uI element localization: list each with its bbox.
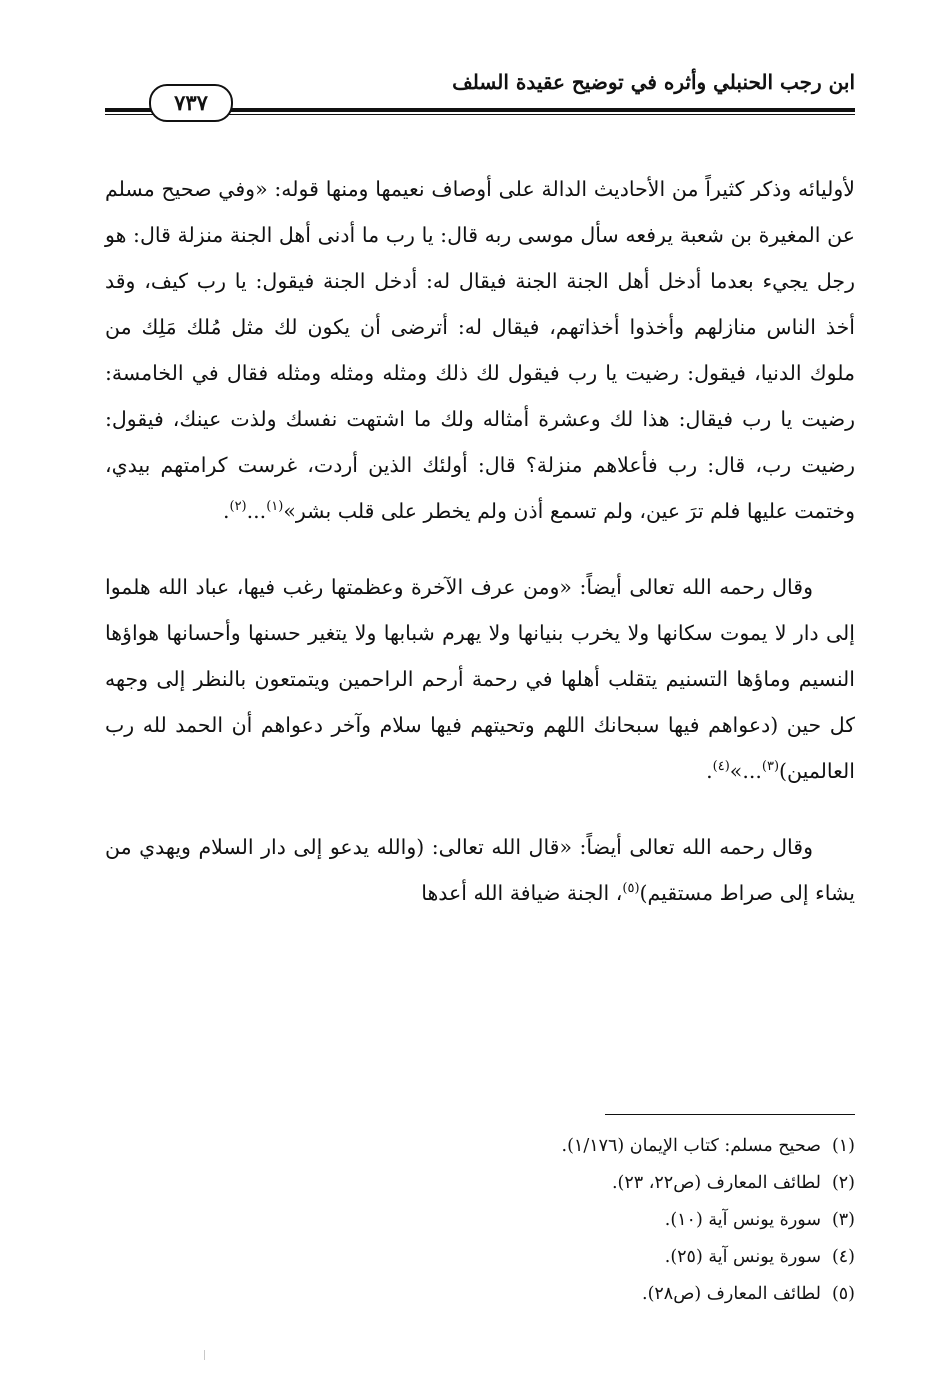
footnote-item	[255, 1128, 855, 1165]
text-run: .	[222, 499, 230, 523]
footnote-ref[interactable]: (١)	[266, 499, 284, 515]
paragraph	[105, 564, 855, 794]
footnote-item	[255, 1239, 855, 1276]
footnote-ref[interactable]: (٤)	[712, 759, 730, 775]
footnote-text: صحيح مسلم: كتاب الإيمان (١/١٧٦).	[561, 1136, 821, 1156]
footnote-number: (٢)	[831, 1173, 855, 1193]
footnote-ref[interactable]: (٣)	[761, 759, 780, 775]
text-run: ...	[246, 499, 267, 523]
page-number: ٧٣٧	[149, 84, 233, 122]
footnote-item	[255, 1202, 855, 1239]
main-text	[105, 166, 855, 946]
footnote-number: (٣)	[831, 1210, 855, 1230]
paragraph	[105, 166, 855, 534]
text-run: وقال رحمه الله تعالى أيضاً: «ومن عرف الآخرة وعظمتها رغب فيها، عباد الله هلموا إلى دار لا يموت سكانها ولا يخرب بنيانها ولا يهرم شبابها ولا يتغير حسنها وأحسانها هواؤها النسيم وماؤها التسنيم يتقلب أهلها في رحمة أرحم الراحمين ويتمتعون بالنظر إلى وجهه كل حين (دعواهم فيها سبحانك اللهم وتحيتهم فيها سلام وآخر دعواهم أن الحمد لله رب العالمين)	[105, 575, 855, 783]
footnote-ref[interactable]: (٥)	[622, 881, 640, 897]
text-run: ...»	[729, 759, 762, 783]
footnote-text: لطائف المعارف (ص٢٨).	[642, 1284, 821, 1304]
paragraph	[105, 824, 855, 916]
running-title: ابن رجب الحنبلي وأثره في توضيح عقيدة السلف	[452, 70, 855, 94]
text-run: وقال رحمه الله تعالى أيضاً: «قال الله تعالى: (والله يدعو إلى دار السلام ويهدي من يشاء إلى صراط مستقيم)	[105, 835, 855, 905]
footnote-item	[255, 1276, 855, 1313]
scan-artifact	[204, 1350, 205, 1360]
page-header	[105, 66, 855, 124]
footnote-text: لطائف المعارف (ص٢٢، ٢٣).	[611, 1173, 821, 1193]
text-run: ، الجنة ضيافة الله أعدها	[421, 881, 623, 905]
footnote-separator	[605, 1114, 855, 1115]
footnote-item	[255, 1165, 855, 1202]
footnote-ref[interactable]: (٢)	[229, 499, 247, 515]
text-run: لأوليائه وذكر كثيراً من الأحاديث الدالة على أوصاف نعيمها ومنها قوله: «وفي صحيح مسلم عن المغيرة بن شعبة يرفعه سأل موسى ربه قال: يا رب ما أدنى أهل الجنة منزلة قال: هو رجل يجيء بعدما أدخل أهل الجنة الجنة فيقال له: أدخل الجنة فيقول: يا رب كيف، وقد أخذ الناس منازلهم وأخذوا أخذاتهم، فيقال له: أترضى أن يكون لك مثل مُلك مَلِك من ملوك الدنيا، فيقول: رضيت يا رب فيقول لك ذلك ومثله ومثله ومثله فقال في الخامسة: رضيت يا رب فيقال: هذا لك وعشرة أمثاله ولك ما اشتهت نفسك ولذت عينك، فيقول: رضيت رب، قال: رب فأعلاهم منزلة؟ قال: أولئك الذين أردت، غرست كرامتهم بيدي، وختمت عليها فلم ترَ عين، ولم تسمع أذن ولم يخطر على قلب بشر»	[105, 177, 855, 523]
footnote-text: سورة يونس آية (١٠).	[664, 1210, 821, 1230]
footnotes	[255, 1128, 855, 1313]
footnote-number: (١)	[831, 1136, 855, 1156]
footnote-number: (٤)	[831, 1247, 855, 1267]
text-run: .	[706, 759, 713, 783]
footnote-text: سورة يونس آية (٢٥).	[664, 1247, 821, 1267]
footnote-number: (٥)	[831, 1284, 855, 1304]
